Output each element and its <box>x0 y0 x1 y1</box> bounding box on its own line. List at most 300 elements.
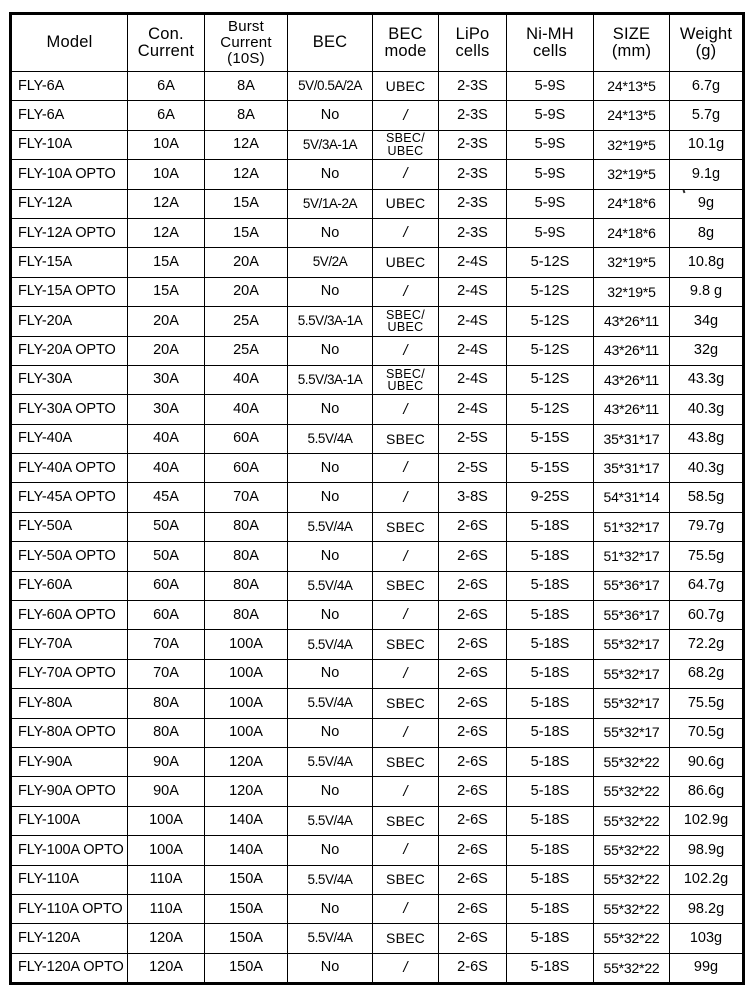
cell-bec: No <box>288 218 373 247</box>
cell-weight: 99g <box>670 953 744 983</box>
cell-nimh: 5-12S <box>507 277 594 306</box>
cell-bec: 5.5V/4A <box>288 424 373 453</box>
cell-becmode: / <box>373 894 439 923</box>
cell-nimh: 5-18S <box>507 512 594 541</box>
column-header-line: Burst <box>227 18 264 36</box>
cell-lipo: 3-8S <box>439 483 507 512</box>
cell-burst: 80A <box>205 601 288 630</box>
cell-becmode: / <box>373 542 439 571</box>
cell-model: FLY-6A <box>11 101 128 130</box>
cell-size: 55*32*22 <box>594 894 670 923</box>
cell-nimh: 5-18S <box>507 777 594 806</box>
cell-nimh: 5-12S <box>507 395 594 424</box>
cell-becmode: SBEC <box>373 806 439 835</box>
cell-model: FLY-12A OPTO <box>11 218 128 247</box>
cell-becmode: SBEC <box>373 924 439 953</box>
cell-nimh: 5-9S <box>507 130 594 159</box>
cell-nimh: 5-18S <box>507 865 594 894</box>
cell-con: 70A <box>128 659 205 688</box>
cell-becmode: UBEC <box>373 72 439 101</box>
cell-burst: 80A <box>205 571 288 600</box>
cell-con: 6A <box>128 72 205 101</box>
cell-con: 70A <box>128 630 205 659</box>
cell-nimh: 5-9S <box>507 72 594 101</box>
cell-weight: 43.3g <box>670 365 744 394</box>
cell-nimh: 5-12S <box>507 336 594 365</box>
cell-nimh: 5-18S <box>507 924 594 953</box>
cell-nimh: 5-9S <box>507 189 594 218</box>
cell-weight: 34g <box>670 307 744 336</box>
cell-con: 60A <box>128 601 205 630</box>
cell-weight: 9g <box>670 189 744 218</box>
cell-burst: 80A <box>205 542 288 571</box>
cell-con: 60A <box>128 571 205 600</box>
cell-bec: No <box>288 601 373 630</box>
cell-burst: 20A <box>205 277 288 306</box>
cell-weight: 9.1g <box>670 160 744 189</box>
cell-model: FLY-70A OPTO <box>11 659 128 688</box>
cell-nimh: 5-18S <box>507 659 594 688</box>
column-header-line: cells <box>532 42 567 60</box>
cell-burst: 150A <box>205 953 288 983</box>
column-header-nimh <box>507 14 594 72</box>
cell-becmode: / <box>373 953 439 983</box>
table-row <box>11 718 744 747</box>
cell-nimh: 5-18S <box>507 806 594 835</box>
cell-con: 30A <box>128 395 205 424</box>
cell-weight: 6.7g <box>670 72 744 101</box>
cell-con: 45A <box>128 483 205 512</box>
table-row <box>11 365 744 394</box>
cell-burst: 140A <box>205 836 288 865</box>
header-row <box>11 14 744 72</box>
cell-bec: No <box>288 454 373 483</box>
cell-weight: 90.6g <box>670 747 744 776</box>
cell-weight: 64.7g <box>670 571 744 600</box>
bec-mode-line: SBEC/ <box>385 366 425 381</box>
cell-lipo: 2-3S <box>439 189 507 218</box>
cell-nimh: 5-12S <box>507 307 594 336</box>
cell-nimh: 5-18S <box>507 689 594 718</box>
cell-lipo: 2-3S <box>439 72 507 101</box>
table-row <box>11 101 744 130</box>
cell-bec: No <box>288 336 373 365</box>
cell-bec: 5V/3A-1A <box>288 130 373 159</box>
cell-weight: 72.2g <box>670 630 744 659</box>
cell-weight: 5.7g <box>670 101 744 130</box>
spec-table <box>9 12 745 985</box>
cell-nimh: 5-12S <box>507 248 594 277</box>
cell-bec: 5.5V/3A-1A <box>288 307 373 336</box>
column-header-con <box>128 14 205 72</box>
spec-table-container <box>9 12 742 977</box>
cell-con: 6A <box>128 101 205 130</box>
cell-size: 55*36*17 <box>594 601 670 630</box>
cell-becmode: SBEC <box>373 747 439 776</box>
cell-con: 50A <box>128 542 205 571</box>
table-row <box>11 953 744 983</box>
cell-nimh: 5-15S <box>507 454 594 483</box>
cell-size: 55*32*22 <box>594 806 670 835</box>
cell-size: 55*32*22 <box>594 836 670 865</box>
table-body <box>11 72 744 984</box>
cell-lipo: 2-4S <box>439 307 507 336</box>
cell-size: 55*32*22 <box>594 865 670 894</box>
cell-con: 20A <box>128 307 205 336</box>
table-row <box>11 924 744 953</box>
cell-lipo: 2-4S <box>439 365 507 394</box>
cell-lipo: 2-4S <box>439 248 507 277</box>
cell-bec: No <box>288 483 373 512</box>
table-row <box>11 336 744 365</box>
cell-con: 80A <box>128 718 205 747</box>
cell-bec: No <box>288 277 373 306</box>
cell-con: 120A <box>128 924 205 953</box>
column-header-bec <box>288 14 373 72</box>
cell-becmode: / <box>373 836 439 865</box>
cell-lipo: 2-6S <box>439 542 507 571</box>
cell-con: 110A <box>128 865 205 894</box>
cell-bec: No <box>288 953 373 983</box>
table-row <box>11 777 744 806</box>
cell-size: 54*31*14 <box>594 483 670 512</box>
cell-model: FLY-20A OPTO <box>11 336 128 365</box>
cell-con: 12A <box>128 189 205 218</box>
cell-model: FLY-100A OPTO <box>11 836 128 865</box>
table-row <box>11 571 744 600</box>
cell-weight: 79.7g <box>670 512 744 541</box>
cell-size: 43*26*11 <box>594 307 670 336</box>
cell-lipo: 2-6S <box>439 689 507 718</box>
cell-model: FLY-20A <box>11 307 128 336</box>
table-row <box>11 248 744 277</box>
cell-burst: 100A <box>205 659 288 688</box>
cell-model: FLY-110A OPTO <box>11 894 128 923</box>
cell-size: 43*26*11 <box>594 395 670 424</box>
table-row <box>11 483 744 512</box>
cell-lipo: 2-3S <box>439 218 507 247</box>
cell-becmode: / <box>373 659 439 688</box>
cell-lipo: 2-4S <box>439 336 507 365</box>
cell-becmode: / <box>373 601 439 630</box>
cell-size: 24*18*6 <box>594 218 670 247</box>
table-row <box>11 424 744 453</box>
cell-lipo: 2-3S <box>439 130 507 159</box>
table-row <box>11 806 744 835</box>
cell-burst: 150A <box>205 894 288 923</box>
cell-burst: 150A <box>205 924 288 953</box>
cell-bec: No <box>288 894 373 923</box>
cell-bec: 5.5V/4A <box>288 689 373 718</box>
cell-lipo: 2-6S <box>439 806 507 835</box>
cell-lipo: 2-3S <box>439 160 507 189</box>
cell-weight: 75.5g <box>670 689 744 718</box>
cell-weight: 40.3g <box>670 454 744 483</box>
cell-model: FLY-120A <box>11 924 128 953</box>
table-row <box>11 836 744 865</box>
cell-lipo: 2-5S <box>439 454 507 483</box>
table-row <box>11 454 744 483</box>
cell-bec: 5V/2A <box>288 248 373 277</box>
cell-con: 50A <box>128 512 205 541</box>
cell-becmode <box>373 307 439 336</box>
cell-lipo: 2-6S <box>439 659 507 688</box>
cell-size: 55*32*22 <box>594 777 670 806</box>
cell-burst: 60A <box>205 424 288 453</box>
cell-size: 55*32*17 <box>594 630 670 659</box>
cell-lipo: 2-4S <box>439 277 507 306</box>
cell-lipo: 2-6S <box>439 865 507 894</box>
column-header-line: mode <box>384 42 427 60</box>
column-header-becmode <box>373 14 439 72</box>
cell-nimh: 5-12S <box>507 365 594 394</box>
cell-weight: 102.9g <box>670 806 744 835</box>
cell-con: 20A <box>128 336 205 365</box>
cell-nimh: 5-9S <box>507 101 594 130</box>
table-row <box>11 601 744 630</box>
cell-con: 10A <box>128 130 205 159</box>
column-header-weight <box>670 14 744 72</box>
bec-mode-line: UBEC <box>387 379 424 394</box>
cell-burst: 40A <box>205 365 288 394</box>
cell-model: FLY-90A OPTO <box>11 777 128 806</box>
cell-bec: 5.5V/4A <box>288 747 373 776</box>
cell-nimh: 5-18S <box>507 601 594 630</box>
cell-lipo: 2-6S <box>439 512 507 541</box>
table-row <box>11 630 744 659</box>
cell-weight: 32g <box>670 336 744 365</box>
cell-nimh: 9-25S <box>507 483 594 512</box>
bec-mode-line: SBEC/ <box>385 307 425 322</box>
cell-model: FLY-60A OPTO <box>11 601 128 630</box>
cell-lipo: 2-3S <box>439 101 507 130</box>
cell-model: FLY-10A <box>11 130 128 159</box>
cell-con: 40A <box>128 454 205 483</box>
cell-weight: 9.8 g <box>670 277 744 306</box>
cell-becmode: SBEC <box>373 571 439 600</box>
cell-bec: 5V/1A-2A <box>288 189 373 218</box>
table-row <box>11 189 744 218</box>
cell-bec: 5V/0.5A/2A <box>288 72 373 101</box>
cell-size: 43*26*11 <box>594 365 670 394</box>
column-header-line: Con. <box>148 24 184 43</box>
cell-bec: No <box>288 836 373 865</box>
cell-nimh: 5-18S <box>507 894 594 923</box>
column-header-line: (10S) <box>227 49 265 67</box>
cell-bec: No <box>288 160 373 189</box>
cell-size: 32*19*5 <box>594 277 670 306</box>
table-row <box>11 130 744 159</box>
column-header-lipo <box>439 14 507 72</box>
cell-burst: 100A <box>205 718 288 747</box>
cell-con: 100A <box>128 806 205 835</box>
cell-bec: 5.5V/4A <box>288 924 373 953</box>
cell-lipo: 2-6S <box>439 571 507 600</box>
cell-burst: 120A <box>205 777 288 806</box>
cell-burst: 12A <box>205 130 288 159</box>
cell-becmode: UBEC <box>373 189 439 218</box>
table-row <box>11 747 744 776</box>
cell-model: FLY-70A <box>11 630 128 659</box>
cell-bec: 5.5V/4A <box>288 630 373 659</box>
cell-con: 30A <box>128 365 205 394</box>
cell-model: FLY-80A <box>11 689 128 718</box>
cell-model: FLY-40A <box>11 424 128 453</box>
column-header-size <box>594 14 670 72</box>
cell-model: FLY-50A <box>11 512 128 541</box>
cell-becmode: / <box>373 454 439 483</box>
cell-model: FLY-90A <box>11 747 128 776</box>
cell-weight: 103g <box>670 924 744 953</box>
cell-bec: No <box>288 101 373 130</box>
cell-lipo: 2-6S <box>439 836 507 865</box>
cell-con: 15A <box>128 248 205 277</box>
cell-con: 90A <box>128 777 205 806</box>
cell-model: FLY-12A <box>11 189 128 218</box>
table-row <box>11 218 744 247</box>
cell-size: 32*19*5 <box>594 248 670 277</box>
cell-model: FLY-60A <box>11 571 128 600</box>
column-header-line: (mm) <box>611 42 652 60</box>
cell-model: FLY-30A <box>11 365 128 394</box>
cell-nimh: 5-18S <box>507 953 594 983</box>
cell-lipo: 2-6S <box>439 718 507 747</box>
table-row <box>11 307 744 336</box>
cell-size: 24*18*6 <box>594 189 670 218</box>
cell-model: FLY-110A <box>11 865 128 894</box>
cell-burst: 80A <box>205 512 288 541</box>
cell-size: 43*26*11 <box>594 336 670 365</box>
table-row <box>11 395 744 424</box>
cell-con: 80A <box>128 689 205 718</box>
cell-nimh: 5-18S <box>507 542 594 571</box>
cell-burst: 100A <box>205 630 288 659</box>
cell-weight: 10.1g <box>670 130 744 159</box>
cell-size: 55*32*17 <box>594 718 670 747</box>
column-header-line: Ni-MH <box>526 24 574 43</box>
cell-becmode: / <box>373 483 439 512</box>
cell-burst: 40A <box>205 395 288 424</box>
cell-lipo: 2-4S <box>439 395 507 424</box>
cell-con: 12A <box>128 218 205 247</box>
cell-lipo: 2-6S <box>439 630 507 659</box>
cell-nimh: 5-18S <box>507 747 594 776</box>
cell-becmode: / <box>373 101 439 130</box>
cell-bec: No <box>288 659 373 688</box>
cell-lipo: 2-6S <box>439 894 507 923</box>
cell-bec: 5.5V/4A <box>288 571 373 600</box>
cell-bec: No <box>288 542 373 571</box>
column-header-line: BEC <box>388 24 423 43</box>
bec-mode-line: UBEC <box>387 143 424 158</box>
cell-size: 32*19*5 <box>594 160 670 189</box>
cell-nimh: 5-18S <box>507 571 594 600</box>
cell-becmode: / <box>373 277 439 306</box>
cell-model: FLY-30A OPTO <box>11 395 128 424</box>
table-row <box>11 542 744 571</box>
cell-lipo: 2-6S <box>439 777 507 806</box>
cell-con: 15A <box>128 277 205 306</box>
cell-weight: 98.9g <box>670 836 744 865</box>
cell-becmode: / <box>373 777 439 806</box>
cell-burst: 25A <box>205 336 288 365</box>
cell-becmode: / <box>373 218 439 247</box>
cell-lipo: 2-5S <box>439 424 507 453</box>
cell-model: FLY-6A <box>11 72 128 101</box>
cell-con: 10A <box>128 160 205 189</box>
table-row <box>11 659 744 688</box>
cell-con: 110A <box>128 894 205 923</box>
cell-becmode <box>373 365 439 394</box>
cell-becmode: / <box>373 395 439 424</box>
cell-burst: 150A <box>205 865 288 894</box>
cell-bec: No <box>288 777 373 806</box>
cell-weight: 75.5g <box>670 542 744 571</box>
cell-burst: 20A <box>205 248 288 277</box>
cell-nimh: 5-15S <box>507 424 594 453</box>
cell-burst: 120A <box>205 747 288 776</box>
cell-model: FLY-120A OPTO <box>11 953 128 983</box>
cell-burst: 25A <box>205 307 288 336</box>
cell-nimh: 5-9S <box>507 218 594 247</box>
cell-lipo: 2-6S <box>439 601 507 630</box>
cell-weight: 43.8g <box>670 424 744 453</box>
cell-becmode: SBEC <box>373 424 439 453</box>
column-header-line: cells <box>455 42 490 60</box>
column-header-line: Weight <box>679 24 733 43</box>
column-header-line: LiPo <box>455 24 490 43</box>
column-header-line: BEC <box>312 33 348 52</box>
cell-burst: 12A <box>205 160 288 189</box>
cell-bec: 5.5V/3A-1A <box>288 365 373 394</box>
cell-size: 35*31*17 <box>594 454 670 483</box>
cell-weight: 86.6g <box>670 777 744 806</box>
cell-becmode: / <box>373 160 439 189</box>
cell-burst: 15A <box>205 189 288 218</box>
cell-burst: 15A <box>205 218 288 247</box>
cell-becmode: / <box>373 718 439 747</box>
column-header-line: SIZE <box>612 24 651 43</box>
cell-lipo: 2-6S <box>439 924 507 953</box>
cell-model: FLY-50A OPTO <box>11 542 128 571</box>
cell-size: 55*32*22 <box>594 747 670 776</box>
cell-size: 55*32*17 <box>594 659 670 688</box>
cell-burst: 60A <box>205 454 288 483</box>
column-header-line: Model <box>46 33 93 52</box>
cell-size: 51*32*17 <box>594 512 670 541</box>
bec-mode-line: UBEC <box>387 320 424 335</box>
cell-burst: 8A <box>205 101 288 130</box>
cell-lipo: 2-6S <box>439 747 507 776</box>
cell-size: 55*32*22 <box>594 953 670 983</box>
table-row <box>11 689 744 718</box>
cell-weight: 98.2g <box>670 894 744 923</box>
cell-model: FLY-15A <box>11 248 128 277</box>
table-row <box>11 865 744 894</box>
cell-model: FLY-80A OPTO <box>11 718 128 747</box>
cell-con: 40A <box>128 424 205 453</box>
cell-weight: 40.3g <box>670 395 744 424</box>
cell-becmode <box>373 130 439 159</box>
cell-weight: 68.2g <box>670 659 744 688</box>
cell-nimh: 5-18S <box>507 630 594 659</box>
bec-mode-line: SBEC/ <box>385 131 425 146</box>
cell-con: 90A <box>128 747 205 776</box>
cell-bec: 5.5V/4A <box>288 512 373 541</box>
cell-size: 24*13*5 <box>594 101 670 130</box>
cell-model: FLY-15A OPTO <box>11 277 128 306</box>
column-header-line: Current <box>137 42 195 60</box>
